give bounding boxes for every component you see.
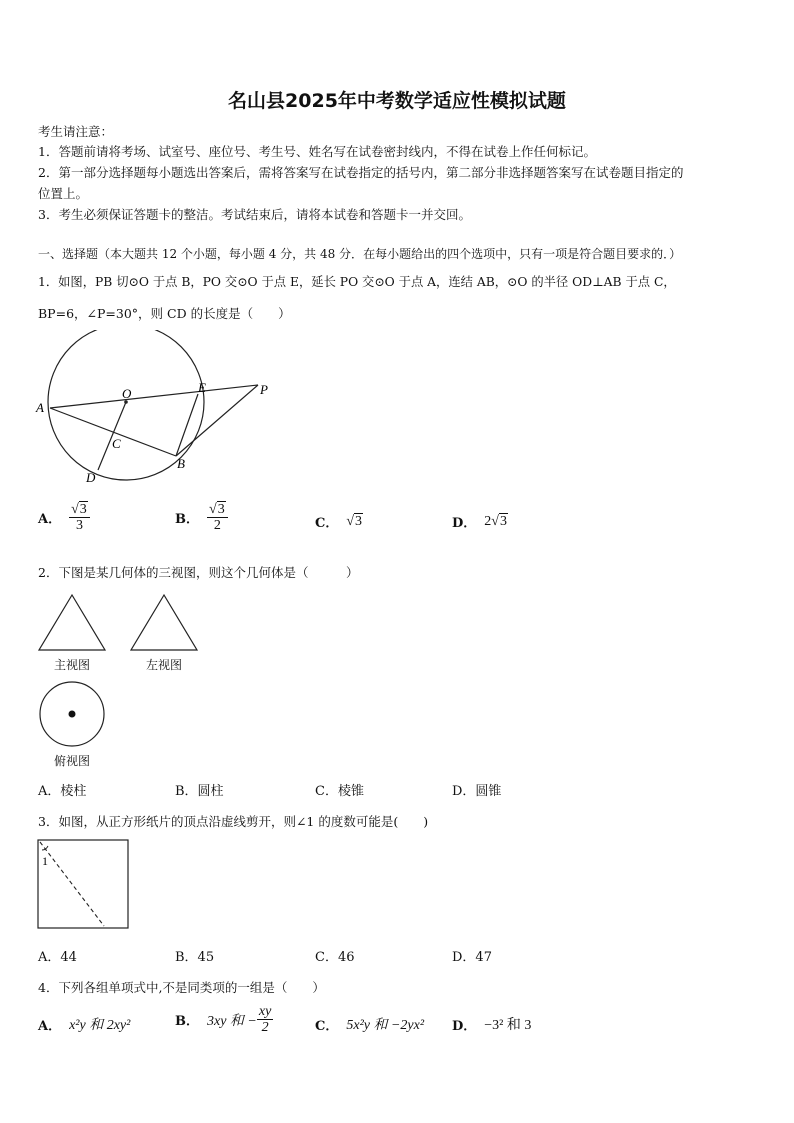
q1-option-a[interactable] [38, 502, 90, 534]
q4-option-b[interactable] [175, 1004, 273, 1036]
q1-option-d[interactable]: D． 2√3 [452, 513, 507, 531]
q4-option-d-text: −3² 和 3 [484, 1018, 532, 1033]
q2-option-b[interactable]: B．圆柱 [175, 784, 224, 799]
notice-item-1: 1．答题前请将考场、试室号、座位号、考生号、姓名写在试卷密封线内，不得在试卷上作任何标记。 [38, 144, 596, 159]
q2-option-a[interactable]: A．棱柱 [38, 784, 87, 799]
q2-front-caption: 主视图 [53, 658, 90, 672]
q1-line-AP [50, 385, 258, 408]
q4-stem: 4．下列各组单项式中,不是同类项的一组是（ ） [38, 980, 325, 995]
q2-left-caption: 左视图 [145, 658, 182, 672]
page-title: 名山县2025年中考数学适应性模拟试题 [228, 90, 566, 112]
q4-option-a-text: x²y 和 2xy² [69, 1018, 131, 1033]
q4-option-d-label: D． [452, 1018, 477, 1034]
q1-label-D: D [86, 470, 96, 485]
q1-option-a-fraction: $\frac{√3}{3}$ [69, 502, 90, 534]
q3-option-c[interactable]: C．46 [315, 950, 355, 965]
q1-option-a-den: 3 [75, 518, 83, 534]
q1-figure [30, 330, 290, 490]
q4-option-b-label: B． [175, 1014, 199, 1030]
q2-top-view [36, 680, 108, 750]
q1-option-d-coef: 2 [484, 513, 492, 529]
q2-stem: 2．下图是某几何体的三视图，则这个几何体是（ ） [38, 565, 359, 580]
q2-option-d[interactable]: D．圆锥 [452, 784, 502, 799]
q1-stem-line2: BP=6，∠P=30°，则 CD 的长度是（ ） [38, 306, 291, 321]
q4-option-c-label: C． [315, 1018, 339, 1034]
q3-stem: 3．如图，从正方形纸片的顶点沿虚线剪开，则∠1 的度数可能是( ) [38, 814, 429, 829]
q1-option-d-rad: 3 [499, 513, 507, 529]
q1-label-B: B [177, 456, 185, 471]
q2-front-view [36, 592, 108, 654]
q2-option-c[interactable]: C．棱锥 [315, 784, 364, 799]
notice-item-2: 2．第一部分选择题每小题选出答案后，需将答案写在试卷指定的括号内，第二部分非选择题答案写在试卷题目指定的 [38, 165, 684, 180]
q1-label-O: O [122, 386, 132, 401]
q3-figure [36, 838, 132, 932]
section-heading: 一、选择题（本大题共 12 个小题，每小题 4 分，共 48 分．在每小题给出的四个选项中，只有一项是符合题目要求的．） [38, 247, 682, 261]
notice-item-3: 3．考生必须保证答题卡的整洁。考试结束后，请将本试卷和答题卡一并交回。 [38, 207, 471, 222]
q4-option-b-fraction [257, 1004, 273, 1036]
q3-option-b[interactable]: B．45 [175, 950, 215, 965]
q1-option-c[interactable]: C． √3 [315, 513, 363, 531]
q1-option-b-label: B． [175, 512, 199, 528]
q1-label-P: P [260, 382, 268, 397]
q1-option-c-rad: 3 [355, 513, 363, 529]
q3-angle-label: 1 [42, 854, 48, 868]
q4-option-b-den: 2 [261, 1020, 269, 1036]
q3-cut-line [40, 842, 104, 926]
q3-square [38, 840, 128, 928]
q1-option-a-label: A． [38, 512, 62, 528]
q1-option-b[interactable] [175, 502, 228, 534]
q3-option-a[interactable]: A．44 [38, 950, 77, 965]
q2-top-center-dot [69, 711, 76, 718]
q1-option-b-fraction: $\frac{√3}{2}$ [207, 502, 228, 534]
q1-stem-line1: 1．如图，PB 切⊙O 于点 B，PO 交⊙O 于点 E，延长 PO 交⊙O 于点 A，连结 AB，⊙O 的半径 OD⊥AB 于点 C， [38, 275, 676, 289]
q2-top-caption: 俯视图 [53, 754, 90, 768]
q1-label-E: E [198, 380, 206, 395]
q2-left-triangle [131, 595, 197, 650]
q4-option-c-text: 5x²y 和 −2yx² [346, 1018, 425, 1033]
q2-front-triangle [39, 595, 105, 650]
q1-label-C: C [112, 436, 121, 451]
q1-label-A: A [36, 400, 44, 415]
q4-option-d[interactable] [452, 1014, 531, 1034]
q4-option-a[interactable] [38, 1014, 130, 1034]
q4-option-b-pre: 3xy 和 − [207, 1013, 257, 1029]
q4-option-c[interactable] [315, 1014, 424, 1034]
q1-option-a-num: 3 [79, 502, 87, 517]
q3-option-d[interactable]: D．47 [452, 950, 492, 965]
q2-left-view [128, 592, 200, 654]
q1-option-d-label: D． [452, 516, 477, 531]
q1-option-c-label: C． [315, 516, 339, 531]
q4-option-a-label: A． [38, 1018, 62, 1034]
q4-option-b-num: xy [258, 1004, 272, 1019]
q1-option-b-num: 3 [217, 502, 225, 517]
notice-item-2-cont: 位置上。 [38, 186, 89, 201]
q1-option-b-den: 2 [213, 518, 221, 534]
notice-heading: 考生请注意： [38, 124, 114, 139]
